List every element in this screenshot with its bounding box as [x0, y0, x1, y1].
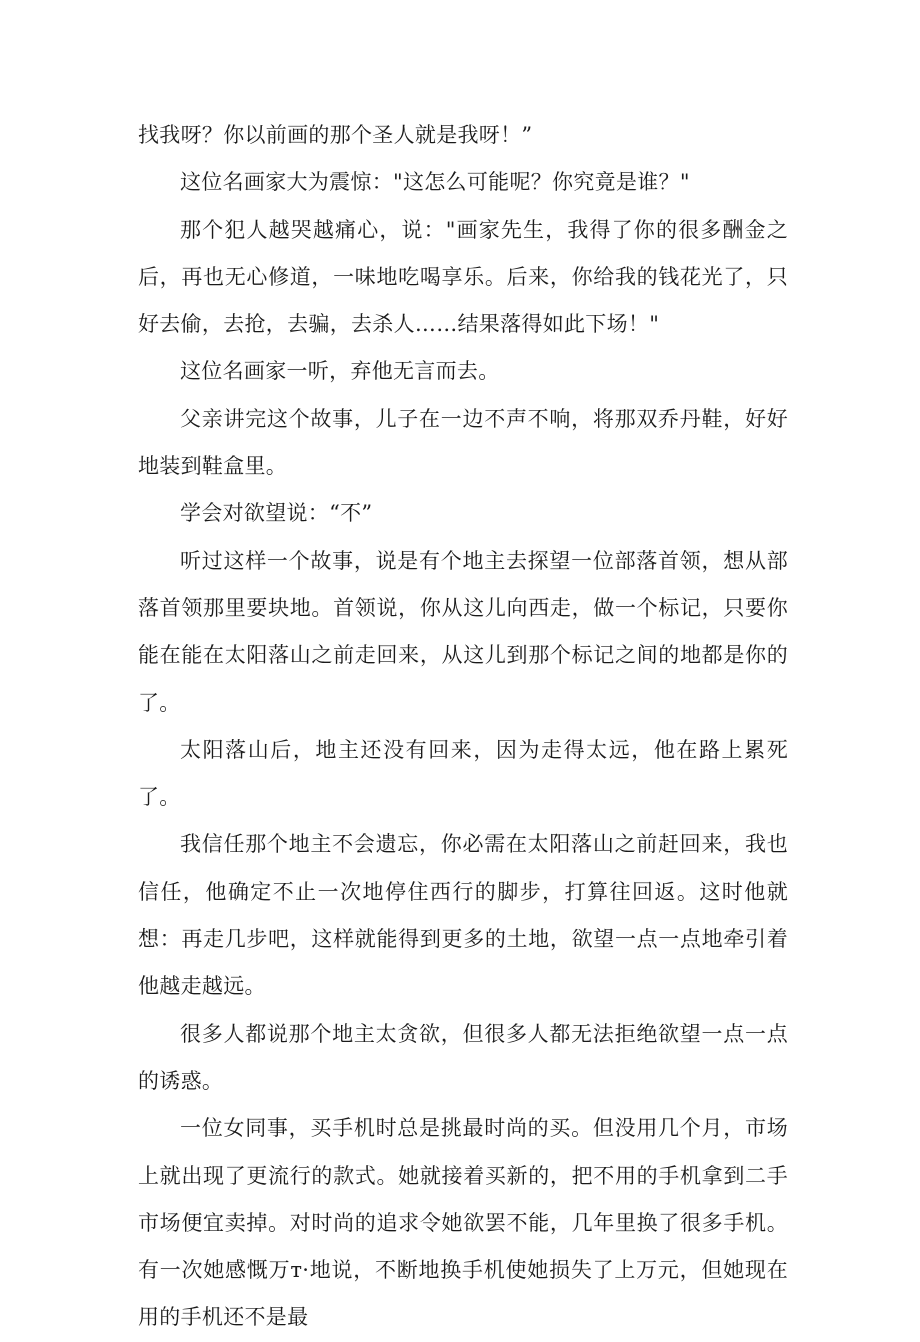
document-body — [138, 112, 788, 1342]
paragraph: 一位女同事，买手机时总是挑最时尚的买。但没用几个月，市场上就出现了更流行的款式。她就接着买新的，把不用的手机拿到二手市场便宜卖掉。对时尚的追求令她欲罢不能，几年里换了很多手机。有一次她感慨万т·地说，不断地换手机使她损失了上万元，但她现在用的手机还不是最 — [138, 1116, 788, 1330]
paragraph: 父亲讲完这个故事，儿子在一边不声不响，将那双乔丹鞋，好好地装到鞋盒里。 — [138, 406, 788, 479]
paragraph: 找我呀？你以前画的那个圣人就是我呀！” — [138, 123, 533, 147]
paragraph: 我信任那个地主不会遗忘，你必需在太阳落山之前赶回来，我也信任，他确定不止一次地停住西行的脚步，打算往回返。这时他就想：再走几步吧，这样就能得到更多的土地，欲望一点一点地牵引着他越走越远。 — [138, 832, 788, 999]
paragraph: 学会对欲望说：“不” — [180, 501, 373, 526]
paragraph: 这位名画家大为震惊："这怎么可能呢？你究竟是谁？" — [180, 170, 690, 195]
paragraph: 那个犯人越哭越痛心，说："画家先生，我得了你的很多酬金之后，再也无心修道，一味地吃喝享乐。后来，你给我的钱花光了，只好去偷，去抢，去骗，去杀人……结果落得如此下场！" — [138, 217, 788, 337]
paragraph: 太阳落山后，地主还没有回来，因为走得太远，他在路上累死了。 — [138, 737, 788, 810]
paragraph: 很多人都说那个地主太贪欲，但很多人都无法拒绝欲望一点一点的诱惑。 — [138, 1021, 788, 1093]
paragraph: 这位名画家一听，弃他无言而去。 — [180, 359, 500, 384]
paragraph: 听过这样一个故事，说是有个地主去探望一位部落首领，想从部落首领那里要块地。首领说，你从这儿向西走，做一个标记，只要你能在能在太阳落山之前走回来，从这儿到那个标记之间的地都是你的了。 — [138, 548, 788, 715]
